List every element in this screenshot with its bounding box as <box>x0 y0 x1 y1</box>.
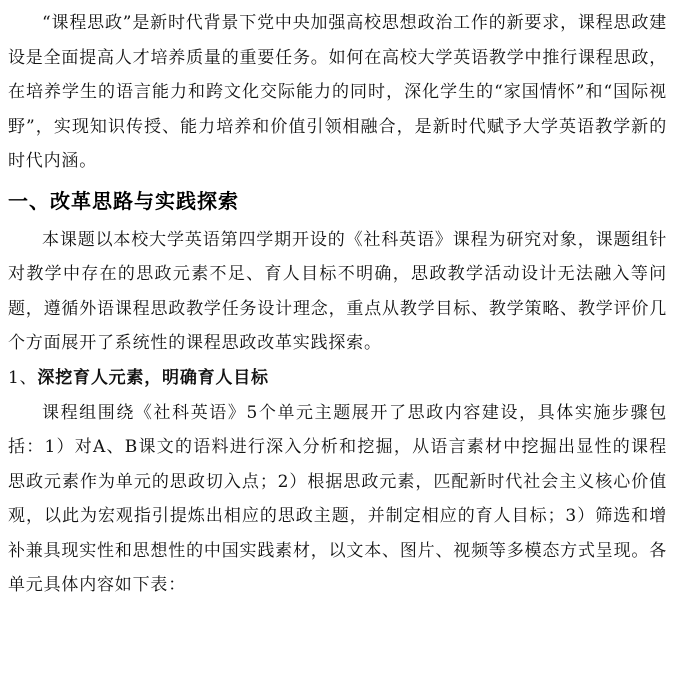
subsection-paragraph: 课程组围绕《社科英语》5个单元主题展开了思政内容建设，具体实施步骤包括：1）对A、B课文的语料进行深入分析和挖掘，从语言素材中挖掘出显性的课程思政元素作为单元的思政切入点；2）根据思政元素，匹配新时代社会主义核心价值观，以此为宏观指引提炼出相应的思政主题，并制定相应的育人目标；3）筛选和增补兼具现实性和思想性的中国实践素材，以文本、图片、视频等多模态方式呈现。各单元具体内容如下表： <box>8 402 667 595</box>
intro-paragraph: “课程思政”是新时代背景下党中央加强高校思想政治工作的新要求，课程思政建设是全面提高人才培养质量的重要任务。如何在高校大学英语教学中推行课程思政，在培养学生的语言能力和跨文化交际能力的同时，深化学生的“家国情怀”和“国际视野”，实现知识传授、能力培养和价值引领相融合，是新时代赋予大学英语教学新的时代内涵。 <box>8 13 667 171</box>
section-heading-reform: 一、改革思路与实践探索 <box>8 188 239 213</box>
subsection-title: 深挖育人元素，明确育人目标 <box>37 367 269 388</box>
subsection-heading <box>8 361 667 396</box>
section-paragraph-reform: 本课题以本校大学英语第四学期开设的《社科英语》课程为研究对象，课题组针对教学中存在的思政元素不足、育人目标不明确，思政教学活动设计无法融入等问题，遵循外语课程思政教学任务设计理念，重点从教学目标、教学策略、教学评价几个方面展开了系统性的课程思政改革实践探索。 <box>8 229 667 353</box>
subsection-number: 1、 <box>8 367 38 388</box>
